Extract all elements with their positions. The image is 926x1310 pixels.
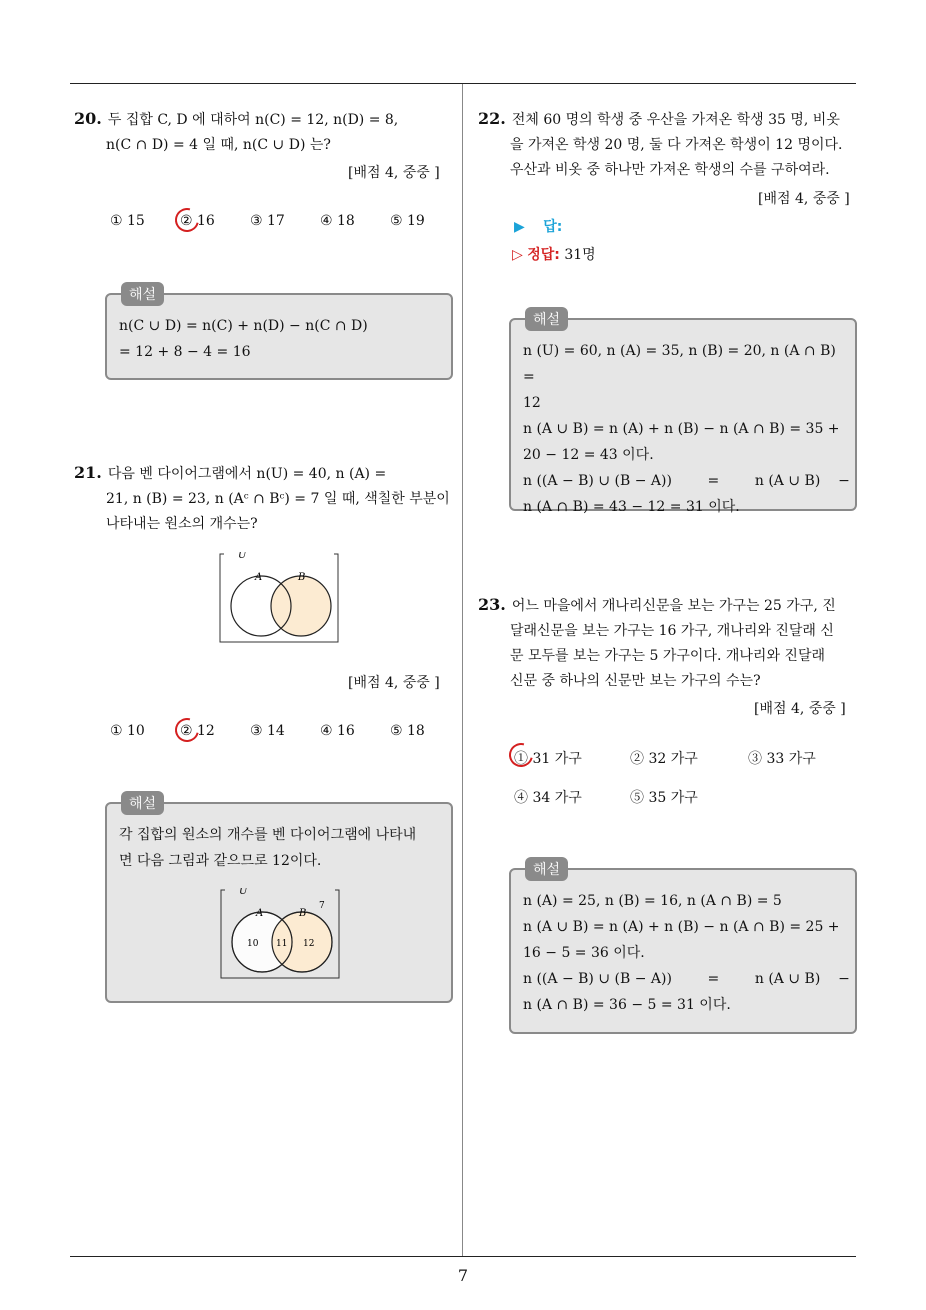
solution-box-23 [509, 862, 857, 1034]
venn-a-label: A [255, 572, 263, 583]
svg-text:12: 12 [303, 939, 315, 949]
venn-b-circle [271, 576, 331, 636]
svg-text:A: A [256, 908, 264, 919]
choice-5[interactable]: ⑤ 19 [390, 213, 425, 229]
problem-23 [478, 592, 860, 694]
choice-2-label: ② 12 [180, 723, 215, 739]
problem-text-line: 두 집합 C, D 에 대하여 n(C) = 12, n(D) = 8, [107, 112, 399, 128]
score-label: [배점 4, 중중 ] [348, 675, 440, 691]
solution-line: n (A ∪ B) = n (A) + n (B) − n (A ∩ B) = 35 + [523, 421, 840, 437]
problem-number: 22. [478, 109, 506, 128]
problem-text-line: 어느 마을에서 개나리신문을 보는 가구는 25 가구, 진 [511, 598, 836, 614]
problem-text-line: 달래신문을 보는 가구는 16 가구, 개나리와 진달래 신 [510, 623, 834, 639]
choices-20 [110, 213, 460, 229]
solution-line: n (A) = 25, n (B) = 16, n (A ∩ B) = 5 [523, 893, 782, 909]
svg-text:U: U [239, 888, 248, 897]
choices-23-row2 [514, 787, 748, 807]
choice-4[interactable]: ④ 34 가구 [514, 790, 582, 806]
solution-tab: 해설 [525, 857, 568, 881]
solution-line: n ((A − B) ∪ (B − A)) = n (A ∪ B) − [523, 971, 850, 987]
correct-label: 정답: [527, 247, 560, 263]
solution-line: n (A ∪ B) = n (A) + n (B) − n (A ∩ B) = 25 + [523, 919, 840, 935]
answer-line [514, 216, 562, 236]
problem-text-line: n(C ∩ D) = 4 일 때, n(C ∪ D) 는? [106, 137, 331, 153]
problem-22 [478, 106, 860, 183]
problem-number: 20. [74, 109, 102, 128]
correct-value: 31명 [564, 247, 596, 263]
svg-text:10: 10 [247, 939, 259, 949]
choice-2[interactable]: ② 32 가구 [630, 751, 698, 767]
problem-20 [74, 106, 456, 158]
choices-21 [110, 723, 460, 739]
solution-line: 16 − 5 = 36 이다. [523, 945, 645, 961]
problem-number: 21. [74, 463, 102, 482]
problem-text-line: 전체 60 명의 학생 중 우산을 가져온 학생 35 명, 비옷 [511, 112, 840, 128]
solution-tab: 해설 [525, 307, 568, 331]
choice-5[interactable]: ⑤ 35 가구 [630, 790, 698, 806]
venn-diagram [218, 552, 342, 646]
solution-line: n (A ∩ B) = 36 − 5 = 31 이다. [523, 997, 731, 1013]
choices-23-row1 [514, 748, 858, 768]
score-label: [배점 4, 중중 ] [348, 165, 440, 181]
choice-2-label: ② 16 [180, 213, 215, 229]
svg-text:11: 11 [276, 939, 288, 949]
choice-1[interactable]: ① 10 [110, 723, 145, 739]
choice-3[interactable]: ③ 33 가구 [748, 751, 816, 767]
venn-u-label: U [238, 552, 247, 561]
choice-1[interactable] [514, 748, 630, 768]
problem-text-line: 문 모두를 보는 가구는 5 가구이다. 개나리와 진달래 [510, 648, 825, 664]
solution-tab: 해설 [121, 791, 164, 815]
solution-line: n ((A − B) ∪ (B − A)) = n (A ∪ B) − [523, 473, 850, 489]
problem-21 [74, 460, 456, 537]
solution-line: = 12 + 8 − 4 = 16 [119, 344, 251, 360]
problem-text-line: 21, n (B) = 23, n (Aᶜ ∩ Bᶜ) = 7 일 때, 색칠한 부분이 [106, 491, 450, 507]
choice-3[interactable]: ③ 14 [250, 723, 285, 739]
score-label: [배점 4, 중중 ] [758, 191, 850, 207]
problem-number: 23. [478, 595, 506, 614]
choice-5[interactable]: ⑤ 18 [390, 723, 425, 739]
svg-text:B: B [299, 908, 307, 919]
top-rule [70, 83, 856, 84]
choice-1-label: ① 31 가구 [514, 751, 582, 767]
solution-box-21 [105, 796, 453, 1003]
solution-tab: 해설 [121, 282, 164, 306]
venn-b-label: B [298, 572, 306, 583]
problem-text-line: 나타내는 원소의 개수는? [106, 516, 258, 532]
column-divider [462, 84, 463, 1256]
solution-box-20 [105, 287, 453, 380]
choice-4[interactable]: ④ 18 [320, 213, 355, 229]
solution-box-22 [509, 312, 857, 515]
choice-1[interactable]: ① 15 [110, 213, 145, 229]
bottom-rule [70, 1256, 856, 1257]
problem-text-line: 우산과 비옷 중 하나만 가져온 학생의 수를 구하여라. [510, 162, 830, 178]
score-label: [배점 4, 중중 ] [754, 701, 846, 717]
play-icon: ▶ [514, 219, 525, 235]
problem-text-line: 다음 벤 다이어그램에서 n(U) = 40, n (A) = [107, 466, 387, 482]
solution-line: n (U) = 60, n (A) = 35, n (B) = 20, n (A ∩ B) = [523, 343, 836, 385]
solution-line: 각 집합의 원소의 개수를 벤 다이어그램에 나타내 [119, 827, 417, 843]
page-number: 7 [457, 1266, 469, 1285]
answer-circle-mark [171, 714, 204, 747]
choice-2[interactable] [180, 213, 250, 229]
answer-circle-mark [171, 204, 204, 237]
outline-play-icon: ▷ [512, 247, 523, 263]
solution-line: 12 [523, 395, 541, 411]
choice-2[interactable] [180, 723, 250, 739]
problem-text-line: 신문 중 하나의 신문만 보는 가구의 수는? [510, 673, 761, 689]
solution-line: 20 − 12 = 43 이다. [523, 447, 654, 463]
choice-4[interactable]: ④ 16 [320, 723, 355, 739]
choice-3[interactable]: ③ 17 [250, 213, 285, 229]
svg-text:7: 7 [319, 901, 325, 911]
venn-diagram-solution [219, 888, 343, 982]
solution-line: n(C ∪ D) = n(C) + n(D) − n(C ∩ D) [119, 318, 368, 334]
answer-label: 답: [543, 219, 563, 235]
solution-line: 면 다음 그림과 같으므로 12이다. [119, 853, 322, 869]
problem-text-line: 을 가져온 학생 20 명, 둘 다 가져온 학생이 12 명이다. [510, 137, 843, 153]
correct-answer-line [512, 244, 596, 264]
solution-line: n (A ∩ B) = 43 − 12 = 31 이다. [523, 499, 740, 515]
